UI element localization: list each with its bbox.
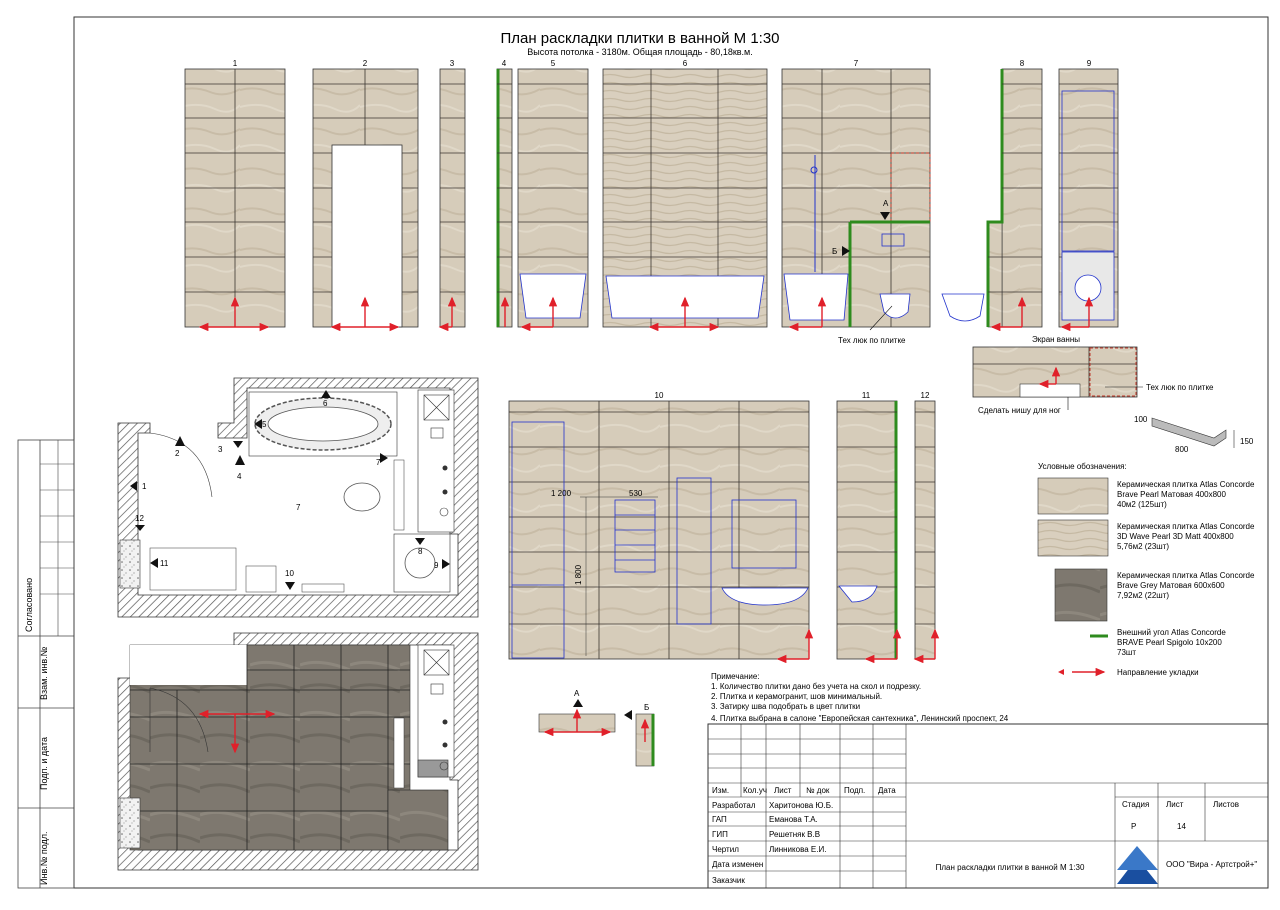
plan-label-3: 3 [218,445,223,454]
plan-label-5: 5 [262,420,267,429]
legend-item-1-line2: Brave Pearl Матовая 400х800 [1117,490,1226,499]
legend-direction-label: Направление укладки [1117,668,1199,677]
elevation-1 [185,69,285,327]
elevation-label-7: 7 [853,59,859,68]
legend-item-4-line1: Внешний угол Atlas Concorde [1117,628,1226,637]
notes-line-1: 1. Количество плитки дано без учета на скол и подрезку. [711,682,922,691]
elevation-9 [1059,69,1118,327]
legend [1038,462,1255,677]
stamp-name-2: Еманова Т.А. [769,815,818,824]
stamp-header-data: Дата [878,786,896,795]
dim-150: 150 [1240,437,1254,446]
bath-screen-label: Экран ванны [1032,335,1080,344]
hatch-callout-2: Тех люк по плитке [1146,383,1214,392]
elevation-label-8: 8 [1019,59,1025,68]
washer-drum-icon [1075,275,1101,301]
side-sign-date: Подп. и дата [39,736,49,790]
bath-screen [973,347,1137,397]
elevation-7 [782,69,930,327]
floor-tile-plan [118,633,478,870]
legend-swatch-grey [1055,569,1107,621]
plan-label-11: 11 [160,559,169,568]
notes-line-4: 4. Плитка выбрана в салоне "Европейская сантехника", Ленинский проспект, 24 [711,714,1009,723]
elevation-4 [497,69,512,327]
dim-800: 800 [1175,445,1189,454]
elevation-label-10: 10 [654,391,664,400]
stamp-sheets-label: Листов [1213,800,1239,809]
elevation-3 [440,69,465,327]
foot-niche-callout: Сделать нишу для ног [978,406,1061,415]
section-a-label: А [574,689,580,698]
hatch-callout: Тех люк по плитке [838,336,906,345]
elevation-11 [837,401,897,659]
stamp-stage-value: Р [1131,822,1137,831]
stamp-header-ndok: № док [806,786,830,795]
marker-a-label: А [883,199,889,208]
plan-label-7: 7 [296,503,301,512]
elevation-label-3: 3 [449,59,455,68]
plan-label-2: 2 [175,449,180,458]
company-logo [1117,846,1158,884]
side-inv-orig: Инв.№ подл. [39,831,49,885]
elevation-label-6: 6 [682,59,688,68]
elevation-label-1: 1 [232,59,238,68]
elevation-label-2: 2 [362,59,368,68]
stamp-sheet-value: 14 [1177,822,1186,831]
elevation-label-12: 12 [920,391,930,400]
elevation-2 [313,69,418,327]
legend-title: Условные обозначения: [1038,462,1127,471]
stamp-role-1: Разработал [712,801,756,810]
marker-b-label: Б [832,247,838,256]
elevation-10 [509,401,809,659]
side-replace-inv: Взам. инв.№ [39,646,49,700]
plan-label-1: 1 [142,482,147,491]
page-subtitle: Высота потолка - 3180м. Общая площадь - 80,18кв.м. [527,47,753,57]
legend-item-2-line1: Керамическая плитка Atlas Concorde [1117,522,1255,531]
elevation-5 [518,69,588,327]
legend-item-2-line3: 5,76м2 (23шт) [1117,542,1170,551]
legend-item-4-line3: 73шт [1117,648,1136,657]
plan-label-10: 10 [285,569,294,578]
dim-530: 530 [629,489,643,498]
stamp-name-3: Решетняк В.В [769,830,821,839]
legend-item-2-line2: 3D Wave Pearl 3D Matt 400х800 [1117,532,1234,541]
stamp-header-koluch: Кол.уч [743,786,767,795]
notes-line-3: 3. Затирку шва подобрать в цвет плитки [711,702,861,711]
dim-1800: 1 800 [574,564,583,585]
plan-label-7b: 7 [376,458,381,467]
notes [711,672,1009,723]
legend-item-3-line3: 7,92м2 (22шт) [1117,591,1170,600]
elevation-label-5: 5 [550,59,556,68]
elevation-8 [942,69,1042,327]
plan-label-8: 8 [418,547,423,556]
stamp-role-4: Чертил [712,845,739,854]
toilet-plan-icon [344,483,380,511]
stamp-role-3: ГИП [712,830,728,839]
elevation-6 [603,69,767,327]
stamp-stage-label: Стадия [1122,800,1150,809]
elevation-label-4: 4 [501,59,507,68]
page-title: План раскладки плитки в ванной М 1:30 [500,30,780,47]
legend-swatch-pearl [1038,478,1108,514]
stamp-name-4: Линникова Е.И. [769,845,827,854]
notes-title: Примечание: [711,672,760,681]
legend-item-4-line2: BRAVE Pearl Spigolo 10х200 [1117,638,1222,647]
stamp-header-podp: Подп. [844,786,866,795]
legend-item-1-line1: Керамическая плитка Atlas Concorde [1117,480,1255,489]
stamp-header-izm: Изм. [712,786,730,795]
stamp-role-5: Дата изменен [712,860,764,869]
plan-label-9: 9 [434,561,439,570]
plan-label-6: 6 [323,399,328,408]
door-opening [332,145,402,327]
legend-swatch-wave [1038,520,1108,556]
plan-label-4: 4 [237,472,242,481]
stamp-name-1: Харитонова Ю.Б. [769,801,834,810]
screen-section-sketch [1134,415,1254,454]
dim-100: 100 [1134,415,1148,424]
section-b-label: Б [644,703,650,712]
stamp-sheet-label: Лист [1166,800,1184,809]
stamp-company: ООО "Вира - Артстрой+" [1166,860,1258,869]
notes-line-2: 2. Плитка и керамогранит, шов минимальный. [711,692,883,701]
elevation-label-9: 9 [1086,59,1092,68]
title-block [708,724,1268,888]
side-stamp [18,440,74,888]
elevation-label-11: 11 [861,391,871,400]
stamp-role-2: ГАП [712,815,727,824]
stamp-drawing-name: План раскладки плитки в ванной М 1:30 [935,863,1085,872]
legend-item-1-line3: 40м2 (125шт) [1117,500,1167,509]
wall-toilet-icon [942,294,984,321]
stamp-header-list: Лист [774,786,792,795]
dim-1200: 1 200 [551,489,572,498]
legend-item-3-line1: Керамическая плитка Atlas Concorde [1117,571,1255,580]
section-b [624,703,654,766]
plan-label-12: 12 [135,514,144,523]
legend-item-3-line2: Brave Grey Матовая 600х600 [1117,581,1225,590]
side-agreed: Согласовано [24,577,34,632]
stamp-role-6: Заказчик [712,876,745,885]
elevation-12 [915,401,935,659]
bathtub-end [784,274,848,320]
